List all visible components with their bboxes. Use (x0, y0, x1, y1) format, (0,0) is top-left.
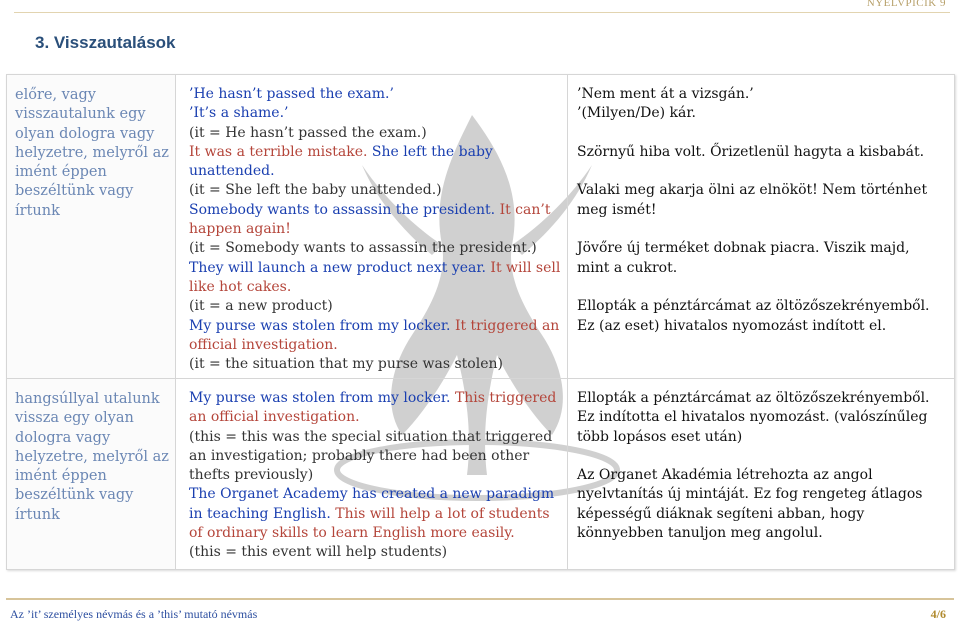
context-sentence: ’He hasn’t passed the exam.’ (189, 86, 394, 102)
category-line: írtunk (15, 202, 60, 219)
example-line (189, 124, 567, 143)
translation-line: Ez (az eset) hivatalos nyomozást indított el. (577, 317, 887, 334)
translation-line: Jövőre új terméket dobnak piacra. Viszik majd, (577, 240, 910, 257)
translation-line: Szörnyű hiba volt. Őrizetlenül hagyta a kisbabát. (577, 143, 925, 160)
category-line: előre, vagy (15, 87, 96, 103)
example-line (189, 336, 567, 355)
category-line: beszéltünk vagy (15, 487, 134, 504)
translation-gap (577, 447, 954, 466)
example-line (189, 181, 567, 200)
header-right-text: NYELVPICIK 9 (866, 0, 946, 9)
example-line (189, 143, 567, 162)
context-sentence: ’It’s a shame.’ (189, 105, 289, 122)
context-sentence: My purse was stolen from my locker. (189, 390, 455, 406)
row-this-category (7, 379, 176, 569)
translation-gap (577, 220, 954, 239)
footer-title: Az ’it’ személyes névmás és a ’this’ mutató névmás (10, 607, 258, 621)
translation-line: Valaki meg akarja ölni az elnököt! Nem történhet (577, 182, 928, 199)
translation-line: képességű diáknak segíteni abban, hogy (577, 505, 865, 522)
translation-line: Az Organet Akadémia létrehozta az angol (577, 467, 873, 484)
example-line (189, 543, 567, 562)
translation-line: Ez indította el hivatalos nyomozást. (valószínűleg (577, 409, 928, 426)
example-line (189, 317, 567, 336)
example-line (189, 162, 567, 181)
examples-table (6, 74, 955, 570)
pronoun-sentence: It was a terrible mistake. (189, 143, 372, 160)
translation-gap (577, 278, 954, 297)
category-line: imént éppen (15, 164, 107, 181)
row-it-hungarian-translations (569, 75, 954, 378)
translation-gap (577, 162, 954, 181)
category-line: imént éppen (15, 468, 107, 485)
reference-note: an investigation; probably there had been other (189, 447, 530, 464)
translation-line: ’Nem ment át a vizsgán.’ (577, 86, 754, 102)
example-line (189, 220, 567, 239)
pronoun-sentence: It can’t (499, 201, 551, 218)
context-sentence: My purse was stolen from my locker. (189, 317, 455, 334)
context-sentence: unattended. (189, 163, 275, 180)
reference-note: thefts previously) (189, 467, 314, 484)
translation-line: több lopásos eset után) (577, 428, 743, 445)
example-line (189, 239, 567, 258)
example-line (189, 104, 567, 123)
category-line: beszéltünk vagy (15, 183, 134, 200)
translation-line: nyelvtanítás új mintáját. Ez fog rengeteg átlagos (577, 486, 923, 503)
reference-note: (it = He hasn’t passed the exam.) (189, 124, 427, 141)
category-line: hangsúllyal utalunk (15, 391, 160, 407)
reference-note: (it = a new product) (189, 298, 333, 315)
translation-line: mint a cukrot. (577, 259, 678, 276)
pronoun-sentence: happen again! (189, 221, 291, 238)
pronoun-sentence: This triggered (454, 390, 557, 406)
context-sentence: Somebody wants to assassin the president. (189, 201, 500, 218)
category-line: dologra vagy (15, 429, 111, 446)
pronoun-sentence: an official investigation. (189, 409, 360, 426)
pronoun-sentence: It will sell (490, 259, 561, 276)
row-this-english-examples (177, 379, 568, 569)
translation-line: Ellopták a pénztárcámat az öltözőszekrényemből. (577, 298, 930, 315)
reference-note: (it = the situation that my purse was stolen) (189, 356, 503, 373)
row-it (7, 75, 954, 379)
pronoun-sentence: official investigation. (189, 336, 338, 353)
example-line (189, 466, 567, 485)
row-this-hungarian-translations (569, 379, 954, 569)
context-sentence: in teaching English. (189, 505, 336, 522)
page-number: 4/6 (930, 607, 946, 621)
reference-note: (it = Somebody wants to assassin the president.) (189, 240, 537, 257)
example-line (189, 505, 567, 524)
example-line (189, 278, 567, 297)
pronoun-sentence: This will help a lot of students (335, 505, 550, 522)
example-line (189, 355, 567, 374)
pronoun-sentence: like hot cakes. (189, 278, 292, 295)
example-line (189, 297, 567, 316)
translation-line: ’(Milyen/De) kár. (577, 105, 696, 122)
example-line (189, 408, 567, 427)
example-line (189, 485, 567, 504)
footer-divider (6, 598, 954, 600)
context-sentence: They will launch a new product next year. (189, 259, 491, 276)
context-sentence: The Organet Academy has created a new paradigm (189, 486, 555, 503)
example-line (189, 259, 567, 278)
pronoun-sentence: of ordinary skills to learn English more easily. (189, 525, 515, 542)
category-line: visszautalunk egy (15, 106, 146, 123)
reference-note: (this = this event will help students) (189, 544, 448, 561)
example-line (189, 524, 567, 543)
row-it-category (7, 75, 176, 378)
translation-line: meg ismét! (577, 201, 657, 218)
pronoun-sentence: It triggered an (454, 317, 560, 334)
category-line: vissza egy olyan (15, 410, 134, 427)
reference-note: (this = this was the special situation that triggered (189, 428, 553, 445)
category-line: helyzetre, melyről az (15, 448, 169, 465)
example-line (189, 389, 567, 408)
row-it-english-examples (177, 75, 568, 378)
section-title: 3. Visszautalások (35, 33, 176, 52)
example-line (189, 428, 567, 447)
example-line (189, 447, 567, 466)
category-line: olyan dologra vagy (15, 125, 155, 142)
example-line (189, 85, 567, 104)
row-this (7, 379, 954, 569)
reference-note: (it = She left the baby unattended.) (189, 182, 442, 199)
header-divider (14, 12, 950, 13)
translation-line: Ellopták a pénztárcámat az öltözőszekrényemből. (577, 390, 930, 406)
example-line (189, 201, 567, 220)
category-line: írtunk (15, 506, 60, 523)
context-sentence: She left the baby (371, 143, 493, 160)
translation-line: könnyebben tanuljon meg angolul. (577, 525, 823, 542)
category-line: helyzetre, melyről az (15, 144, 169, 161)
translation-gap (577, 124, 954, 143)
